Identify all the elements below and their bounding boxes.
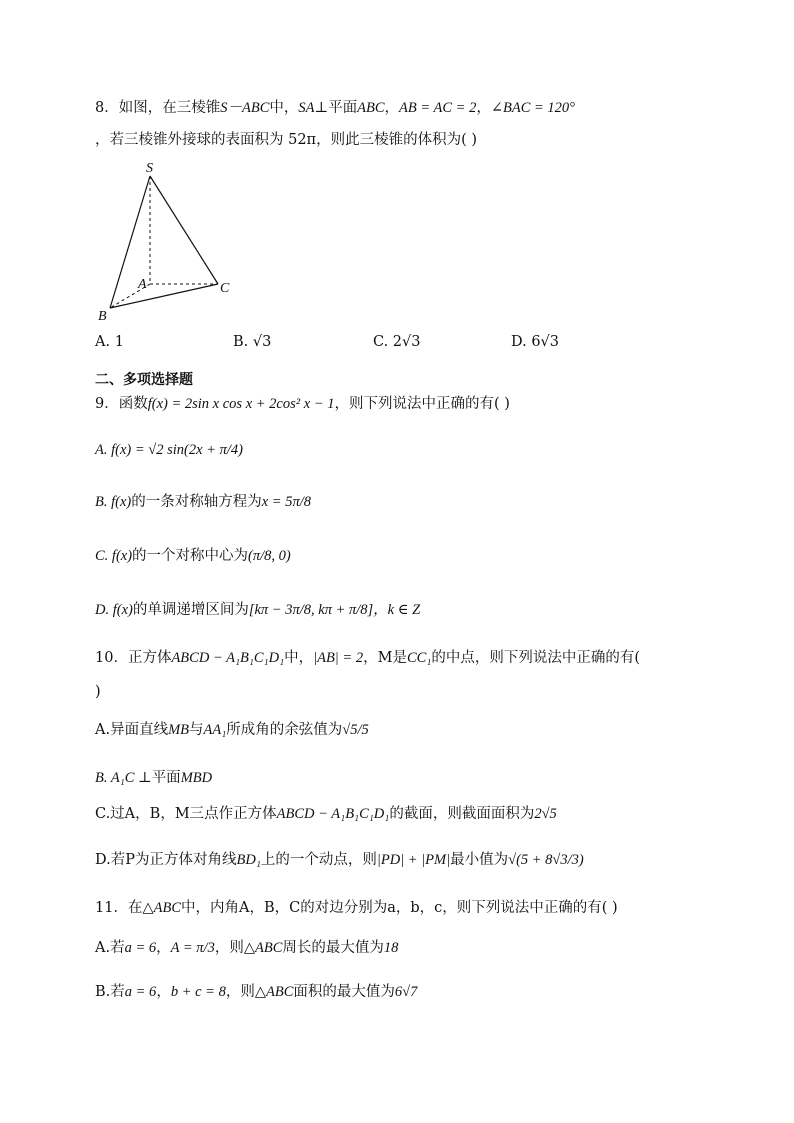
edge-BC [110,284,218,308]
q8-math-pyramid: S－ABC [220,100,270,116]
q10-b-text: 平面 [151,770,181,786]
q8-option-c: C. 2√3 [373,334,421,350]
q9-option-a [95,438,754,462]
q11-a-text: 周长的最大值为 [282,940,384,956]
q11-b-text: ， [156,984,171,1000]
q11-a-math: 18 [383,940,399,956]
q11-a-text: ， [156,940,171,956]
q10-option-a [95,718,754,742]
label-C: C [220,281,230,296]
q9-math-function: f(x) = 2sin x cos x + 2cos² x − 1 [147,396,335,412]
q10-option-b [95,766,754,790]
q11-math-triangle: △ABC [142,900,181,916]
q10-c-text: 的截面，则截面面积为 [389,806,535,822]
q9-option-b [95,490,754,514]
q9-c-math: (π/8, 0) [248,548,291,564]
q10-a-text: 所成角的余弦值为 [226,722,343,738]
q10-c-math: 2√5 [534,806,557,822]
label-S: S [146,161,153,176]
q8-math-perp: SA⊥ [298,100,329,116]
q8-stem-line2: ，若三棱锥外接球的表面积为 52π，则此三棱锥的体积为( ) [95,132,478,148]
q11-b-math: △ABC [254,984,294,1000]
q9-text: ，则下列说法中正确的有( ) [334,396,510,412]
q8-stem-line1 [95,96,754,120]
q8-option-b: B. √3 [233,334,272,350]
q11-text: 中，内角A，B，C的对边分别为a，b，c，则下列说法中正确的有( ) [181,900,618,916]
q10-text: ，M是 [363,650,407,666]
q10-d-math: BD₁ [236,852,261,868]
q8-math-lengths: AB = AC = 2 [399,100,477,116]
q10-d-text: 最小值为 [450,852,509,868]
q9-c-label: C. f(x) [95,548,133,564]
q11-a-text: A.若 [95,940,125,956]
q8-pyramid-figure [90,158,250,326]
q8-option-a: A. 1 [95,334,124,350]
q10-math-cube: ABCD − A₁B₁C₁D₁ [171,650,285,666]
label-B: B [98,309,107,324]
q9-b-text: 的一条对称轴方程为 [131,494,262,510]
q10-a-math: AA₁ [203,722,227,738]
q10-d-text: 上的一个动点，则 [260,852,377,868]
q8-text: 平面 [328,100,358,116]
q10-a-math: √5/5 [342,722,369,738]
q9-option-d [95,598,754,622]
q10-c-math: ABCD − A₁B₁C₁D₁ [276,806,390,822]
q10-a-text: 与 [189,722,204,738]
q8-math-plane: ABC [357,100,385,116]
q9-d-math: [kπ − 3π/8, kπ + π/8]，k ∈ Z [248,602,421,618]
q10-b-math: MBD [180,770,213,786]
q11-text: 11．在 [95,900,143,916]
q11-option-a [95,936,754,960]
section-title: 二、多项选择题 [95,372,193,388]
q11-a-math: a = 6 [124,940,157,956]
q11-b-text: ，则 [225,984,255,1000]
q10-math-segment: CC₁ [406,650,432,666]
q10-d-math: √(5 + 8√3/3) [508,852,584,868]
q11-option-b [95,980,754,1004]
q8-text: ， [476,100,491,116]
q9-a-math: A. f(x) = √2 sin(2x + π/4) [95,442,243,458]
q10-stem-close: ) [95,684,101,700]
q10-math-edge: |AB| = 2 [313,650,364,666]
q10-d-text: D.若P为正方体对角线 [95,852,237,868]
q9-d-text: 的单调递增区间为 [132,602,249,618]
q11-b-math: a = 6 [124,984,157,1000]
q10-text: 中， [284,650,314,666]
q10-d-math: |PD| + |PM| [376,852,451,868]
q10-stem [95,646,754,670]
q8-text: 中， [269,100,299,116]
q10-option-c [95,802,754,826]
q8-text: 8．如图，在三棱锥 [95,100,221,116]
q11-stem [95,896,754,920]
q8-text: ， [384,100,400,116]
q10-b-math: B. A₁C ⊥ [95,770,152,786]
q8-option-d: D. 6√3 [511,334,560,350]
q10-text: 的中点，则下列说法中正确的有( [431,650,640,666]
q10-a-text: A.异面直线 [95,722,169,738]
q10-a-math: MB [168,722,190,738]
q10-text: 10．正方体 [95,650,172,666]
q9-b-math: x = 5π/8 [261,494,311,510]
q11-a-text: ，则 [214,940,244,956]
q9-option-c [95,544,754,568]
q11-a-math: A = π/3 [170,940,215,956]
label-A: A [138,277,147,292]
q11-a-math: △ABC [243,940,283,956]
q9-d-label: D. f(x) [95,602,133,618]
q8-math-angle: ∠BAC = 120° [490,100,575,116]
q11-b-text: 面积的最大值为 [293,984,395,1000]
q11-b-math: 6√7 [394,984,418,1000]
q9-c-text: 的一个对称中心为 [132,548,249,564]
q11-b-math: b + c = 8 [170,984,226,1000]
q10-c-text: C.过A，B，M三点作正方体 [95,806,277,822]
edge-SC [150,176,218,284]
q9-stem [95,392,754,416]
q11-b-text: B.若 [95,984,125,1000]
q9-text: 9．函数 [95,396,148,412]
q9-b-label: B. f(x) [95,494,132,510]
q10-option-d [95,848,754,872]
